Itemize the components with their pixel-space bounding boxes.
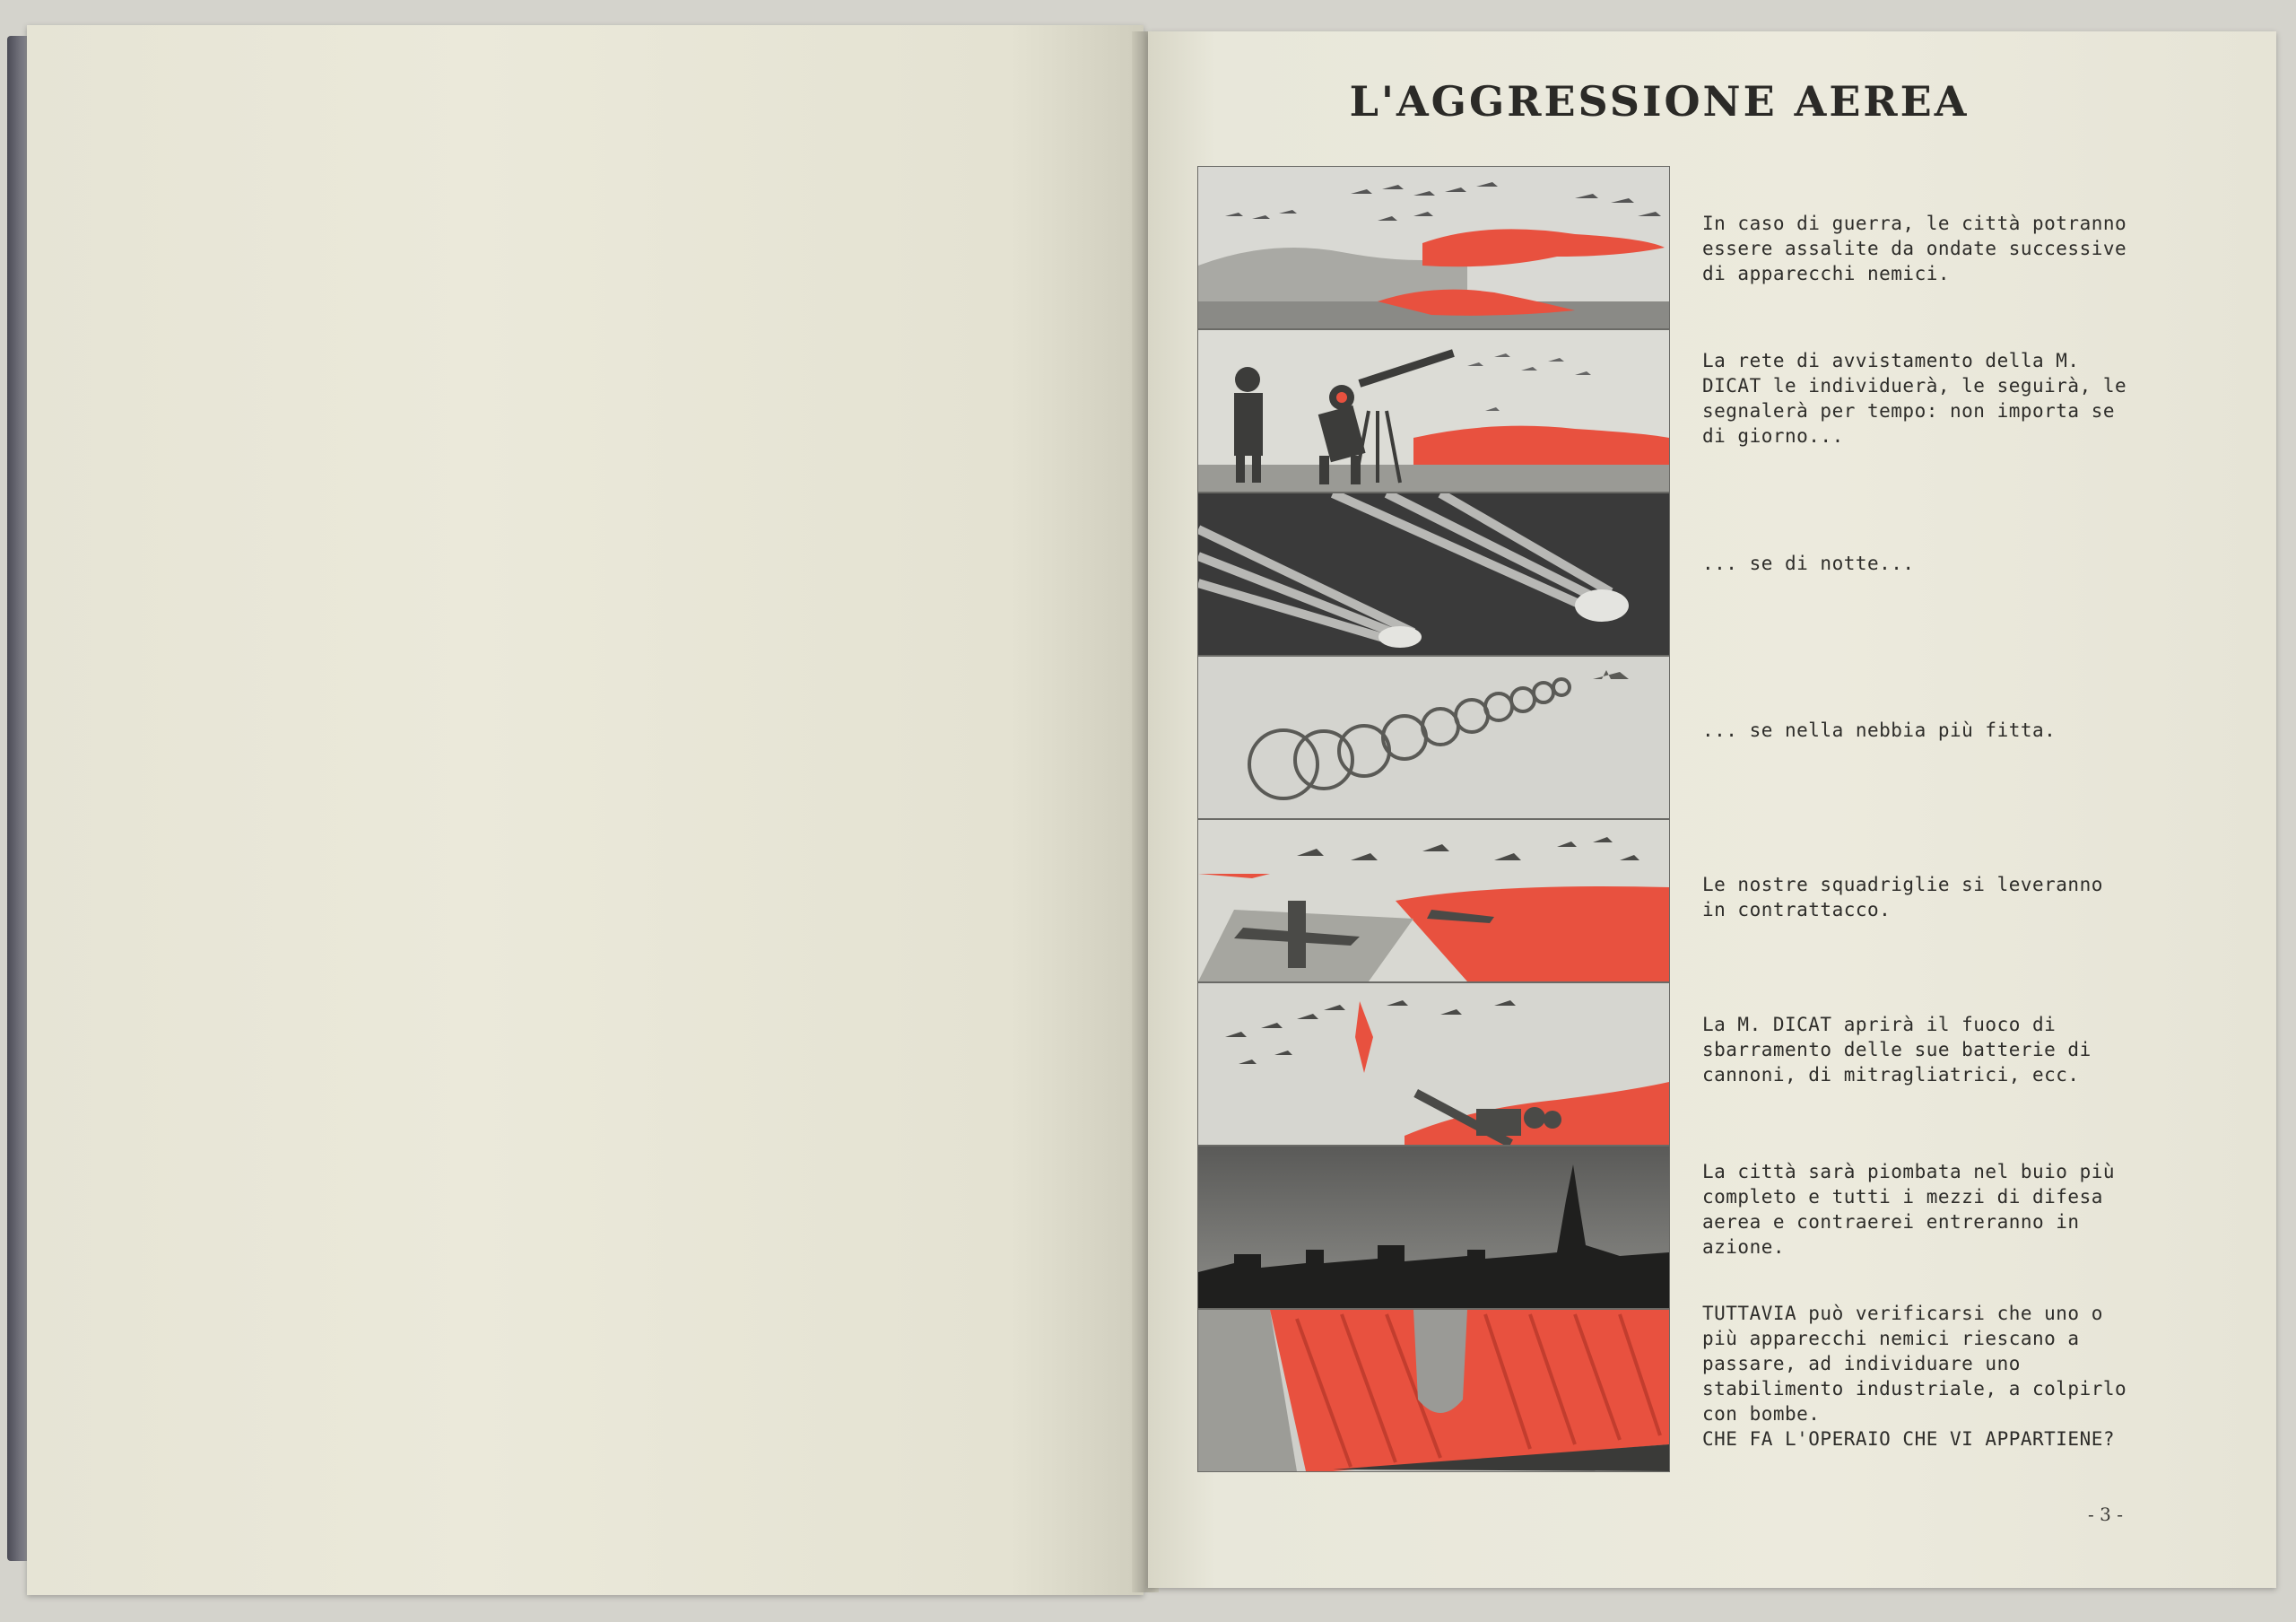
caption-2: La rete di avvistamento della M. DICAT le individuerà, le seguirà, le segnalerà per tempo: non importa se di giorno... [1702,350,2127,447]
page-title: L'AGGRESSIONE AEREA [1349,77,1970,126]
illustration-strip [1197,166,1668,1480]
caption-7: La città sarà piombata nel buio più completo e tutti i mezzi di difesa aerea e contraerei entreranno in azione. [1702,1161,2116,1258]
illustration-blacked-out-city-skyline [1197,1146,1670,1309]
caption-1: In caso di guerra, le città potranno essere assalite da ondate successive di apparecchi nemici. [1702,213,2127,284]
page-number: - 3 - [2088,1504,2123,1525]
illustration-fighter-squadrons [1197,819,1670,982]
illustration-planes-over-city [1197,166,1670,329]
caption-4: ... se nella nebbia più fitta. [1702,719,2057,741]
illustration-bomb-on-factory-roof [1197,1309,1670,1472]
illustration-sound-locator-in-fog [1197,656,1670,819]
illustration-anti-aircraft-gun [1197,982,1670,1146]
caption-8 [1702,1301,2133,1452]
illustration-spotters-with-telescope [1197,329,1670,493]
caption-8-body: TUTTAVIA può verificarsi che uno o più apparecchi nemici riescano a passare, ad individuare uno stabilimento industriale, a colpirlo con bombe. [1702,1303,2127,1425]
illustration-searchlights-at-night [1197,493,1670,656]
caption-3: ... se di notte... [1702,553,1915,574]
caption-8-question: CHE FA L'OPERAIO CHE VI APPARTIENE? [1702,1428,2116,1450]
left-blank-page [27,25,1144,1595]
caption-6: La M. DICAT aprirà il fuoco di sbarramento delle sue batterie di cannoni, di mitragliatrici, ecc. [1702,1014,2092,1086]
caption-5: Le nostre squadriglie si leveranno in contrattacco. [1702,874,2103,920]
